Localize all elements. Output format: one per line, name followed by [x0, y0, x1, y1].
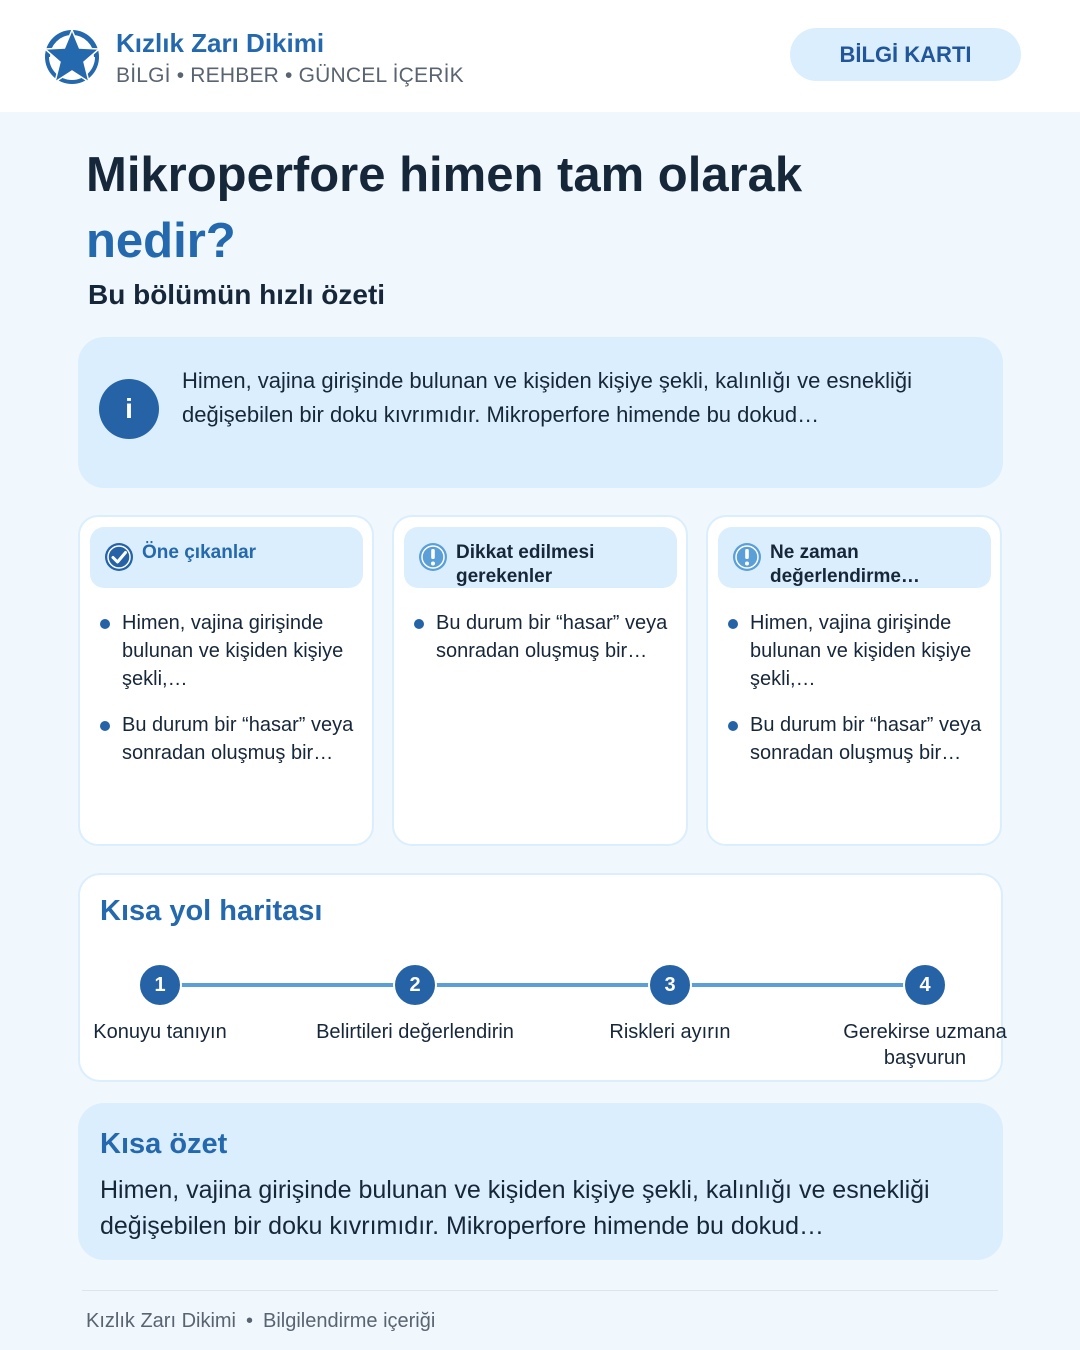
card-highlights — [78, 515, 374, 846]
roadmap-step-label: Gerekirse uzmana başvurun — [843, 1021, 1007, 1069]
list-item-text: Himen, vajina girişinde bulunan ve kişiden kişiye şekli,… — [122, 612, 344, 690]
roadmap-step-label: Belirtileri değerlendirin — [316, 1021, 514, 1043]
list-item-text: Bu durum bir “hasar” veya sonradan oluşmuş bir… — [436, 612, 668, 662]
footer-label: Bilgilendirme içeriği — [263, 1310, 436, 1332]
card-header — [90, 527, 363, 588]
list-item — [100, 711, 370, 767]
roadmap-step-label: Konuyu tanıyın — [93, 1021, 227, 1043]
list-item — [414, 609, 684, 665]
roadmap-step-3: 3 — [648, 963, 692, 1007]
info-text: Himen, vajina girişinde bulunan ve kişiden kişiye şekli, kalınlığı ve esnekliği değişebilen bir doku kıvrımıdır. Mikroperfore himende bu dokud… — [182, 368, 913, 427]
bullet-icon — [728, 619, 738, 629]
list-item-text: Himen, vajina girişinde bulunan ve kişiden kişiye şekli,… — [750, 612, 972, 690]
card-title: Öne çıkanlar — [142, 542, 257, 563]
card-header — [718, 527, 991, 588]
card-warnings — [392, 515, 688, 846]
card-title: Ne zaman değerlendirme… — [770, 542, 920, 587]
page-title — [86, 142, 986, 274]
card-list — [728, 609, 998, 785]
roadmap-line — [160, 983, 925, 987]
page-subtitle: Bu bölümün hızlı özeti — [88, 279, 386, 310]
roadmap-step-label: Riskleri ayırın — [609, 1021, 731, 1043]
page-title-accent: nedir? — [86, 214, 236, 268]
card-when-to-evaluate — [706, 515, 1002, 846]
alert-circle-icon — [418, 542, 448, 572]
card-list — [414, 609, 684, 683]
bullet-icon — [100, 619, 110, 629]
list-item-text: Bu durum bir “hasar” veya sonradan oluşmuş bir… — [750, 714, 982, 764]
card-title: Dikkat edilmesi gerekenler — [456, 542, 595, 587]
summary-text: Himen, vajina girişinde bulunan ve kişiden kişiye şekli, kalınlığı ve esnekliği değişebilen bir doku kıvrımıdır. Mikroperfore himende bu dokud… — [100, 1176, 930, 1240]
alert-circle-icon — [732, 542, 762, 572]
header — [0, 0, 1080, 112]
roadmap-step-4: 4 — [903, 963, 947, 1007]
summary-title: Kısa özet — [100, 1128, 228, 1160]
info-card-badge[interactable]: BİLGİ KARTI — [790, 28, 1021, 81]
footer-separator: • — [246, 1310, 254, 1332]
roadmap-title: Kısa yol haritası — [100, 895, 323, 927]
footer-brand: Kızlık Zarı Dikimi — [86, 1310, 236, 1332]
roadmap-step-2: 2 — [393, 963, 437, 1007]
bullet-icon — [728, 721, 738, 731]
info-icon: i — [99, 379, 159, 439]
list-item — [728, 711, 998, 767]
brand-title: Kızlık Zarı Dikimi — [116, 28, 325, 58]
card-header — [404, 527, 677, 588]
card-list — [100, 609, 370, 785]
bullet-icon — [100, 721, 110, 731]
list-item-text: Bu durum bir “hasar” veya sonradan oluşmuş bir… — [122, 714, 354, 764]
page-title-main: Mikroperfore himen tam olarak — [86, 148, 803, 202]
footer — [86, 1310, 435, 1333]
star-globe-icon — [42, 26, 102, 88]
bullet-icon — [414, 619, 424, 629]
list-item — [100, 609, 370, 693]
footer-divider — [82, 1290, 998, 1291]
brand-subtitle: BİLGİ • REHBER • GÜNCEL İÇERİK — [116, 64, 464, 87]
roadmap-step-1: 1 — [138, 963, 182, 1007]
check-circle-icon — [104, 542, 134, 572]
list-item — [728, 609, 998, 693]
